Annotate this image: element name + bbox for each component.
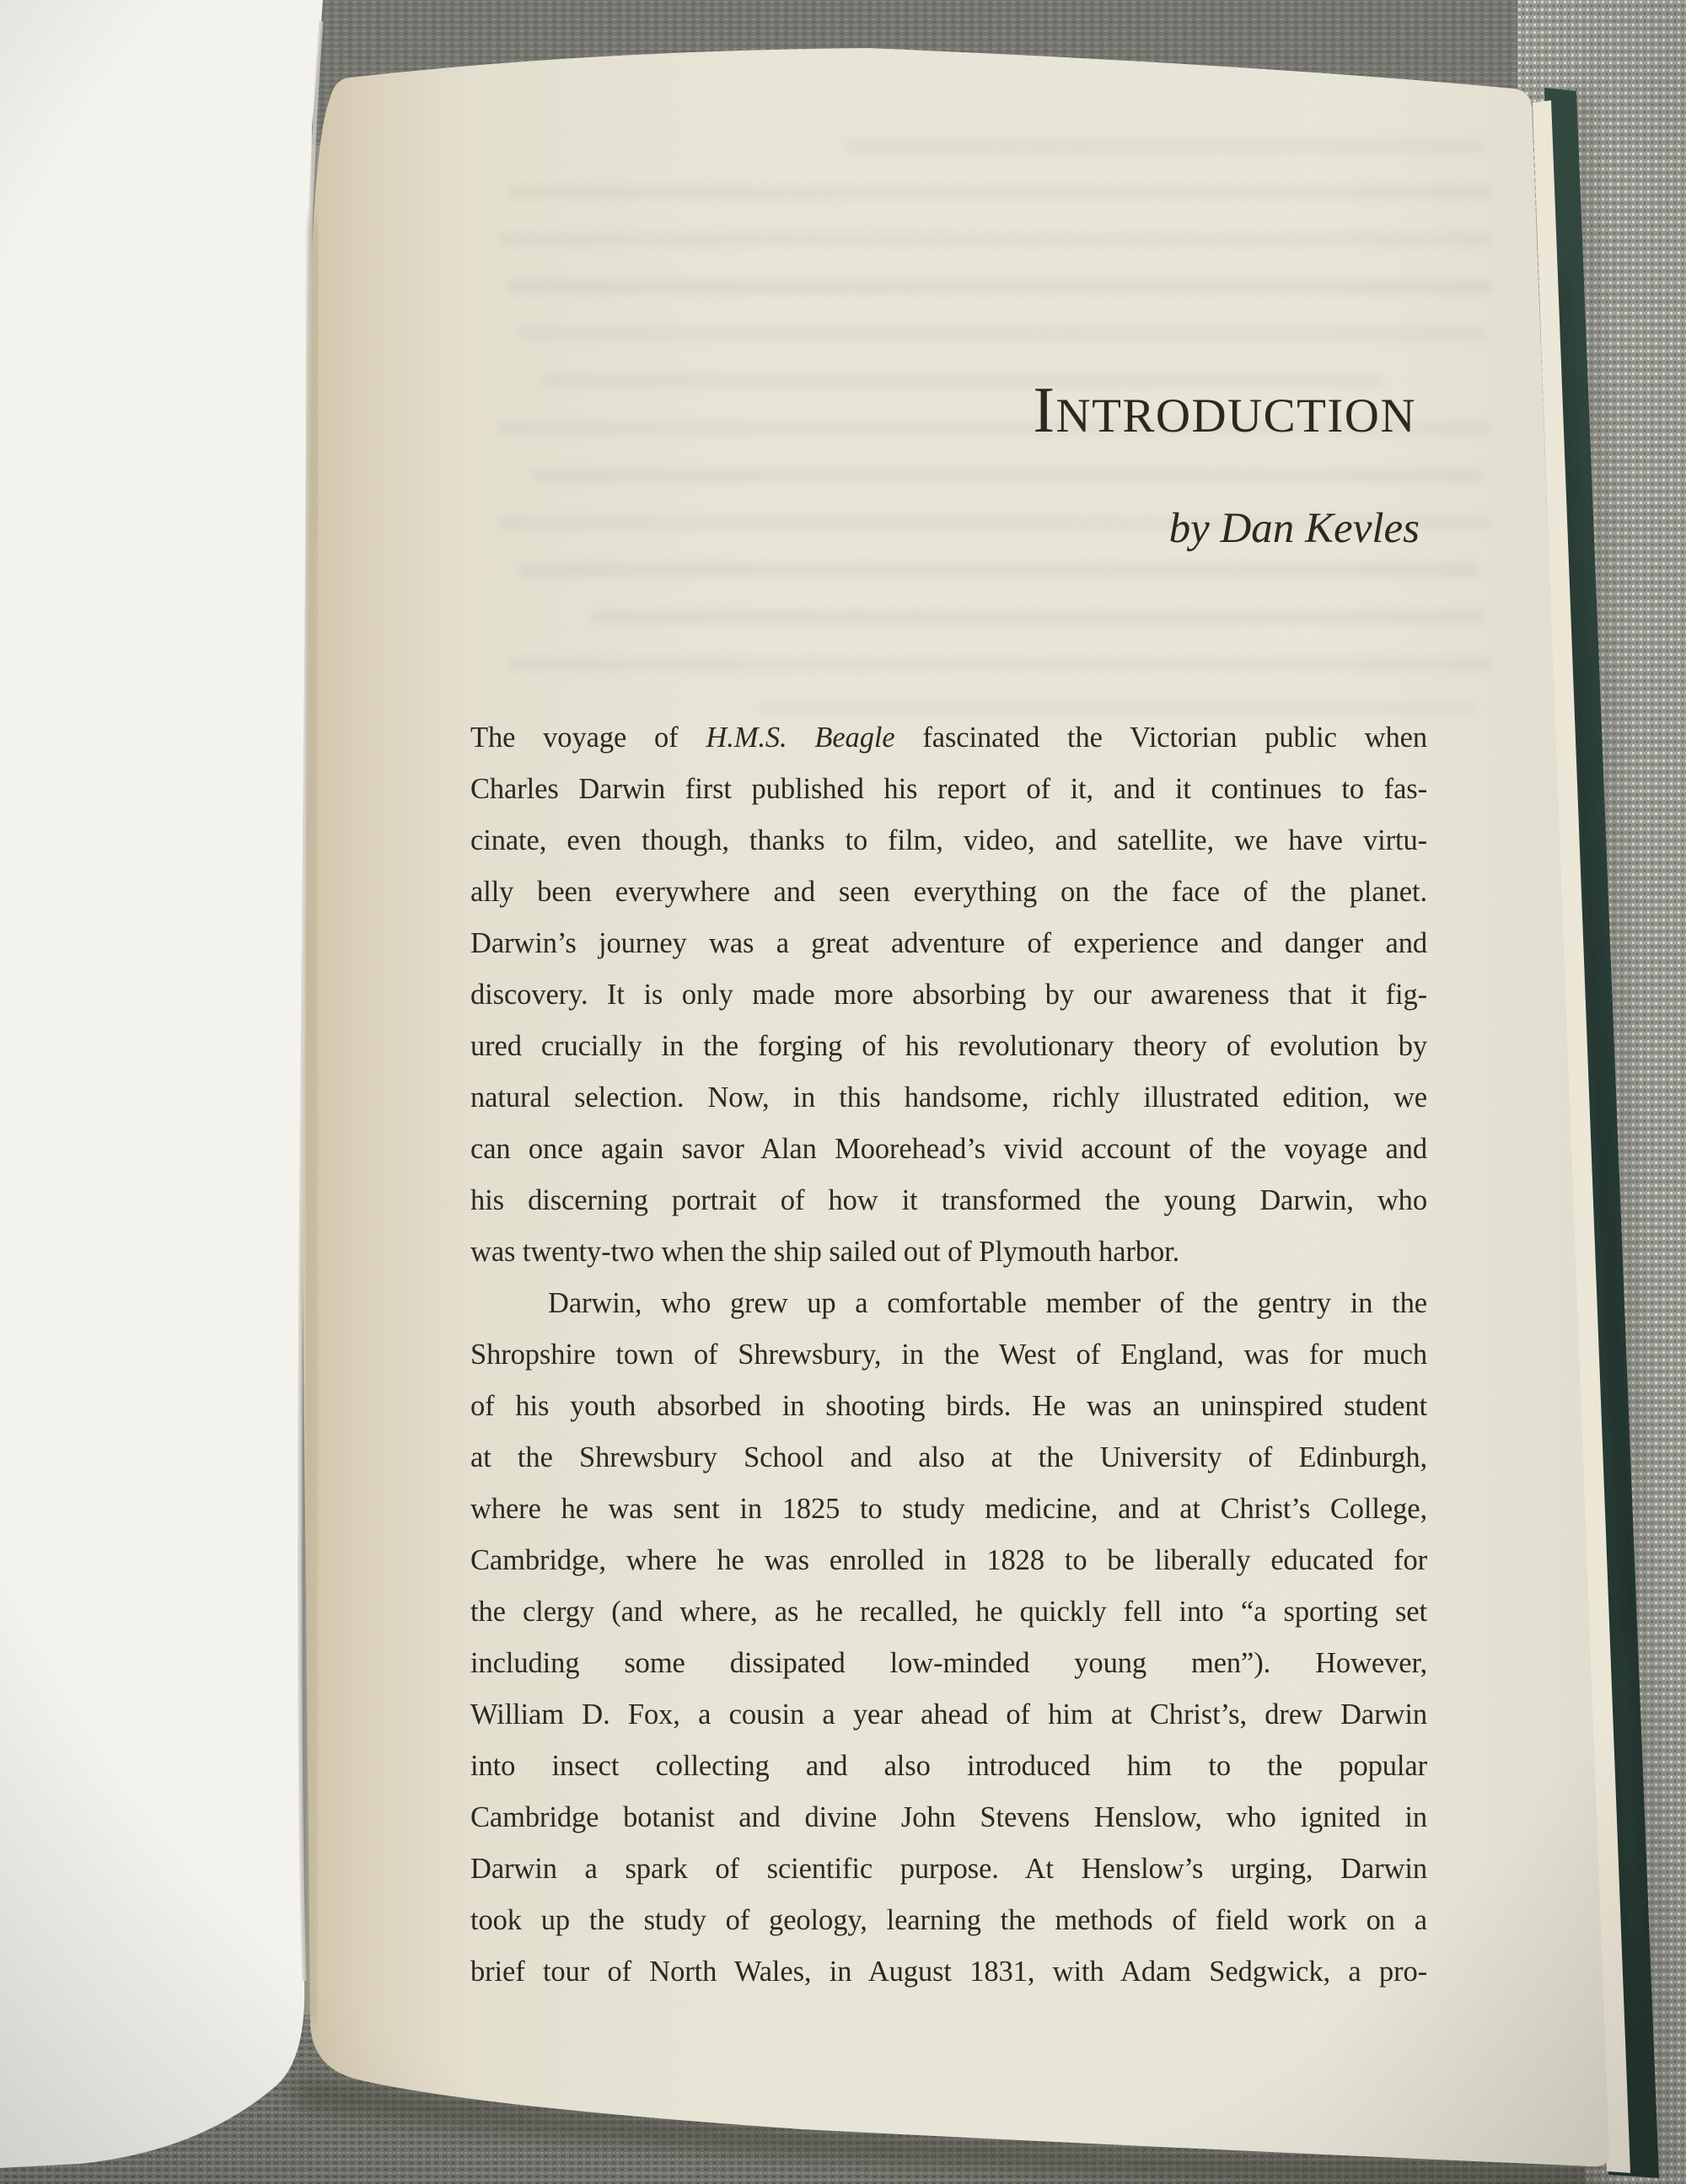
text-line: his discerning portrait of how it transformed the young Darwin, who	[470, 1184, 1427, 1216]
text-line: The voyage of H.M.S. Beagle fascinated the Victorian public when	[470, 722, 1427, 754]
text-line: Cambridge, where he was enrolled in 1828 to be liberally educated for	[470, 1544, 1427, 1576]
text-line: was twenty-two when the ship sailed out of Plymouth harbor.	[470, 1236, 1180, 1268]
chapter-title	[894, 373, 1416, 446]
text-line: the clergy (and where, as he recalled, he quickly fell into “a sporting set	[470, 1596, 1427, 1628]
chapter-title-initial: I	[1033, 373, 1056, 446]
text-line: Cambridge botanist and divine John Stevens Henslow, who ignited in	[470, 1801, 1427, 1833]
text-line: Darwin’s journey was a great adventure of experience and danger and	[470, 927, 1427, 959]
text-line: at the Shrewsbury School and also at the University of Edinburgh,	[470, 1441, 1427, 1473]
text-line: discovery. It is only made more absorbing by our awareness that it fig-	[470, 979, 1427, 1011]
text-line: Shropshire town of Shrewsbury, in the West of England, was for much	[470, 1339, 1427, 1371]
text-line: natural selection. Now, in this handsome, richly illustrated edition, we	[470, 1081, 1427, 1113]
chapter-title-rest: NTRODUCTION	[1055, 389, 1416, 443]
text-line: of his youth absorbed in shooting birds. He was an uninspired student	[470, 1390, 1427, 1422]
text-line: where he was sent in 1825 to study medicine, and at Christ’s College,	[470, 1493, 1427, 1525]
text-line: can once again savor Alan Moorehead’s vivid account of the voyage and	[470, 1133, 1427, 1165]
text-line: William D. Fox, a cousin a year ahead of him at Christ’s, drew Darwin	[470, 1698, 1427, 1731]
text-line: ured crucially in the forging of his revolutionary theory of evolution by	[470, 1030, 1427, 1062]
text-line: took up the study of geology, learning the methods of field work on a	[470, 1904, 1427, 1936]
text-line: ally been everywhere and seen everything on the face of the planet.	[470, 876, 1427, 908]
text-line: into insect collecting and also introduced him to the popular	[470, 1750, 1427, 1782]
body-text	[470, 712, 1427, 1998]
text-line: Darwin, who grew up a comfortable member of the gentry in the	[548, 1287, 1427, 1319]
text-line: Darwin a spark of scientific purpose. At Henslow’s urging, Darwin	[470, 1853, 1427, 1885]
text-line: including some dissipated low-minded young men”). However,	[470, 1647, 1427, 1679]
byline: by Dan Kevles	[1168, 505, 1420, 552]
text-line: brief tour of North Wales, in August 1831, with Adam Sedgwick, a pro-	[470, 1956, 1427, 1988]
text-line: cinate, even though, thanks to film, video, and satellite, we have virtu-	[470, 824, 1427, 856]
text-line: Charles Darwin first published his report of it, and it continues to fas-	[470, 773, 1427, 805]
